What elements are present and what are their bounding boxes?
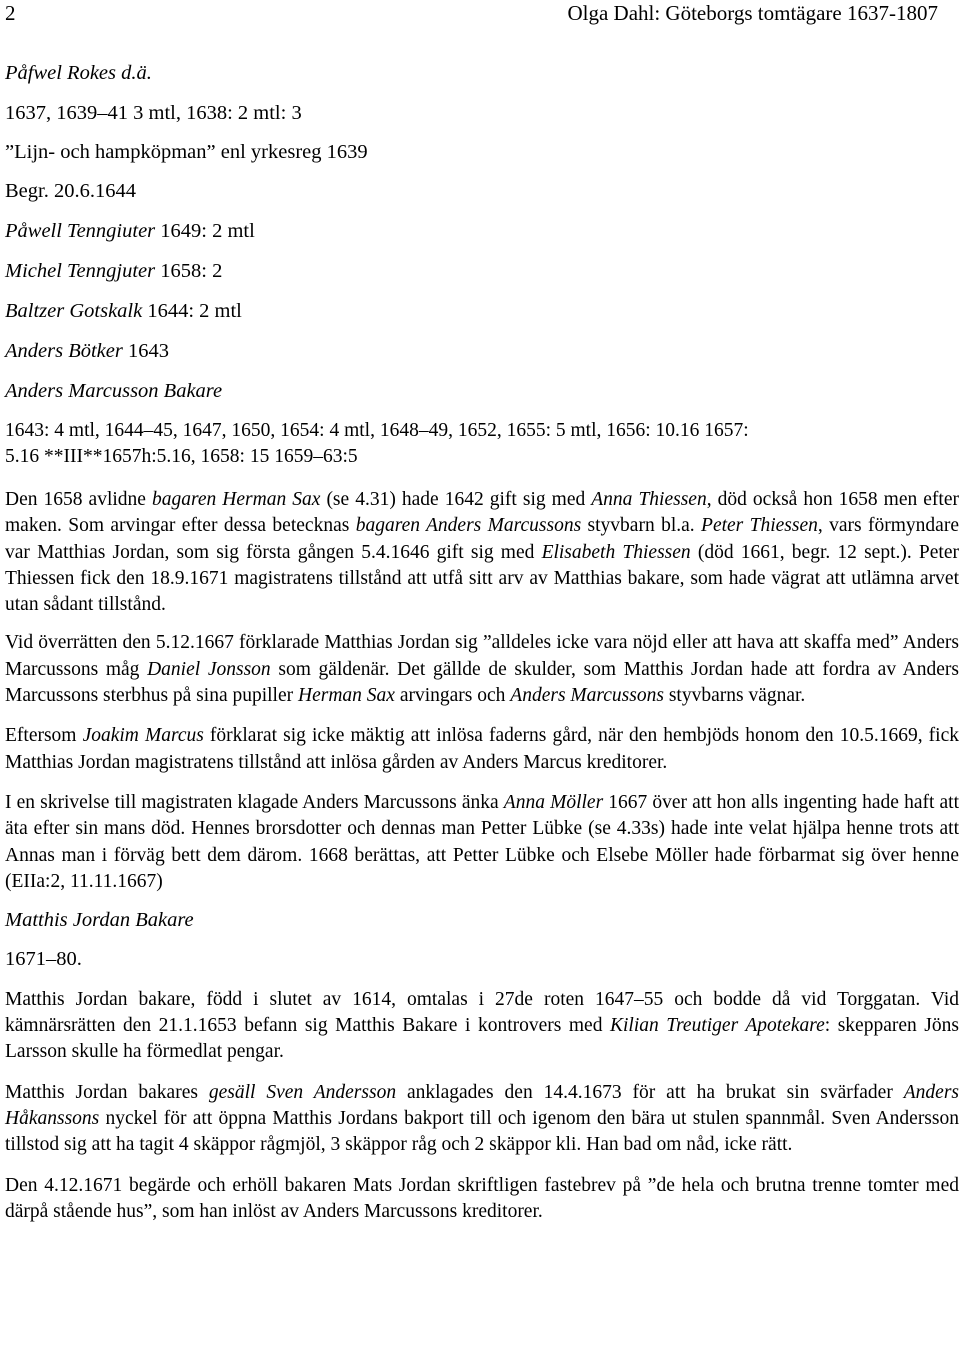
text-run: Vid överrätten den 5.12.1667 förklarade Matthias Jordan sig ”alldeles icke vara nöjd eller att hava att skaffa med” Anders Marcussons måg [5,632,959,680]
owner-line [5,338,169,364]
person-name: bagaren Anders Marcussons [355,515,582,537]
paragraph [5,790,959,895]
entry-years: 1671–80. [5,948,82,971]
person-name: gesäll Sven Andersson [208,1081,397,1103]
entry-tax-years: 1637, 1639–41 3 mtl, 1638: 2 mtl: 3 [5,102,302,124]
paragraph [5,630,959,709]
text-run: , död också hon 1658 men efter maken. Som arvingar efter dessa betecknas [5,489,959,537]
person-name: bagaren Herman Sax [152,489,321,510]
text-run: , vars förmyndare var Matthias Jordan, som sig första gången 5.4.1646 gift sig med [5,515,959,563]
text-run: (död 1661, begr. 12 sept.). Peter Thiessen fick den 18.9.1671 magistratens tillstånd att utfå sitt arv av Matthias bakare, som hade vägrat att utlämna arvet utan sådant tillstånd. [5,541,959,616]
entry-occupation: ”Lijn- och hampköpman” enl yrkesreg 1639 [5,141,368,163]
paragraph [5,1173,959,1226]
entry-owner-name: Matthis Jordan Bakare [5,909,194,932]
paragraph [5,723,959,776]
person-name: Herman Sax [298,685,395,707]
owner-note: 1644: 2 mtl [142,300,242,322]
person-name: Anna Thiessen [591,489,707,510]
owner-name: Anders Marcusson Bakare [5,380,223,402]
owner-line [5,218,255,244]
tax-line: 5.16 **III**1657h:5.16, 1658: 15 1659–63:5 [5,446,358,467]
owner-line [5,298,242,324]
entry-burial: Begr. 20.6.1644 [5,180,136,202]
text-run: Den 1658 avlidne [5,489,152,510]
person-name: Elisabeth Thiessen [541,541,691,563]
owner-name: Anders Bötker [5,340,123,362]
person-name: Anders Marcussons [510,685,664,707]
text-run: styvbarn bl.a. [581,515,702,537]
text-block [5,487,959,1225]
person-name: Peter Thiessen [701,515,818,537]
text-run: arvingars och [394,685,511,707]
text-run: anklagades den 14.4.1673 för att ha brukat sin svärfader [396,1081,904,1103]
entry-owner-name: Påfwel Rokes d.ä. [5,62,152,84]
owner-name: Michel Tenngjuter [5,260,156,282]
person-name: Kilian Treutiger Apotekare [610,1015,825,1037]
paragraph [5,1080,959,1159]
page-header [0,0,938,26]
text-run: Eftersom [5,725,83,747]
person-name: Daniel Jonsson [147,658,271,680]
paragraph [5,987,959,1066]
owner-note: 1649: 2 mtl [155,220,255,242]
owner-name: Påwell Tenngiuter [5,220,156,242]
text-run: Den 4.12.1671 begärde och erhöll bakaren Mats Jordan skriftligen fastebrev på ”de hela och brutna trenne tomter med därpå stående hus”, som han inlöst av Anders Marcussons kreditorer. [5,1174,959,1222]
running-title: Olga Dahl: Göteborgs tomtägare 1637-1807 [567,1,938,25]
owner-line [5,378,222,404]
page-number: 2 [5,1,16,25]
text-run: nyckel för att öppna Matthis Jordans bakport till och igenom den bära ut stulen spannmål. Sven Andersson tillstod sig att ha tagit 4 skäppor rågmjöl, 3 skäppor råg och 2 skäppor kli. Han bad om nåd, icke rätt. [5,1107,959,1156]
person-name: Joakim Marcus [82,725,204,747]
person-name: Anna Möller [503,791,604,813]
tax-line: 1643: 4 mtl, 1644–45, 1647, 1650, 1654: 4 mtl, 1648–49, 1652, 1655: 5 mtl, 1656: 10.16 1657: [5,420,749,441]
text-run: Matthis Jordan bakare, född i slutet av 1614, omtalas i 27de roten 1647–55 och bodde då vid Torggatan. Vid kämnärsrätten den 21.1.1653 befann sig Matthis Bakare i kontrovers med [5,988,959,1037]
text-run: : skepparen Jöns Larsson skulle ha förmedlat pengar. [5,1015,959,1063]
text-run: (se 4.31) hade 1642 gift sig med [320,489,592,510]
text-run: styvbarns vägnar. [663,685,806,707]
owner-line [5,258,222,284]
text-run: 1667 över att hon alls ingenting hade haft att äta efter sin mans död. Hennes brorsdotter och dennas man Petter Lübke (se 4.33s) hade inte velat hjälpa henne trots att Annas man i förväg bett dem därom. 1668 berättas, att Petter Lübke och Elsebe Möller hade förbarmat sig över henne (EIIa:2, 11.11.1667) [5,791,959,892]
owner-name: Baltzer Gotskalk [5,300,143,322]
owner-note: 1658: 2 [155,260,223,282]
person-name: Anders Håkanssons [5,1081,959,1129]
text-run: som gäldenär. Det gällde de skulder, som Matthis Jordan hade att fordra av Anders Marcussons sterbhus på sina pupiller [5,658,959,707]
text-run: I en skrivelse till magistraten klagade Anders Marcussons änka [5,791,504,813]
text-run: förklarat sig icke mäktig att inlösa faderns gård, när den hembjöds honom den 10.5.1669, fick Matthias Jordan magistratens tillstånd att inlösa gården av Anders Marcus kreditorer. [5,725,959,773]
text-run: Matthis Jordan bakares [5,1081,209,1103]
owner-note: 1643 [122,340,169,362]
paragraph [5,487,959,618]
